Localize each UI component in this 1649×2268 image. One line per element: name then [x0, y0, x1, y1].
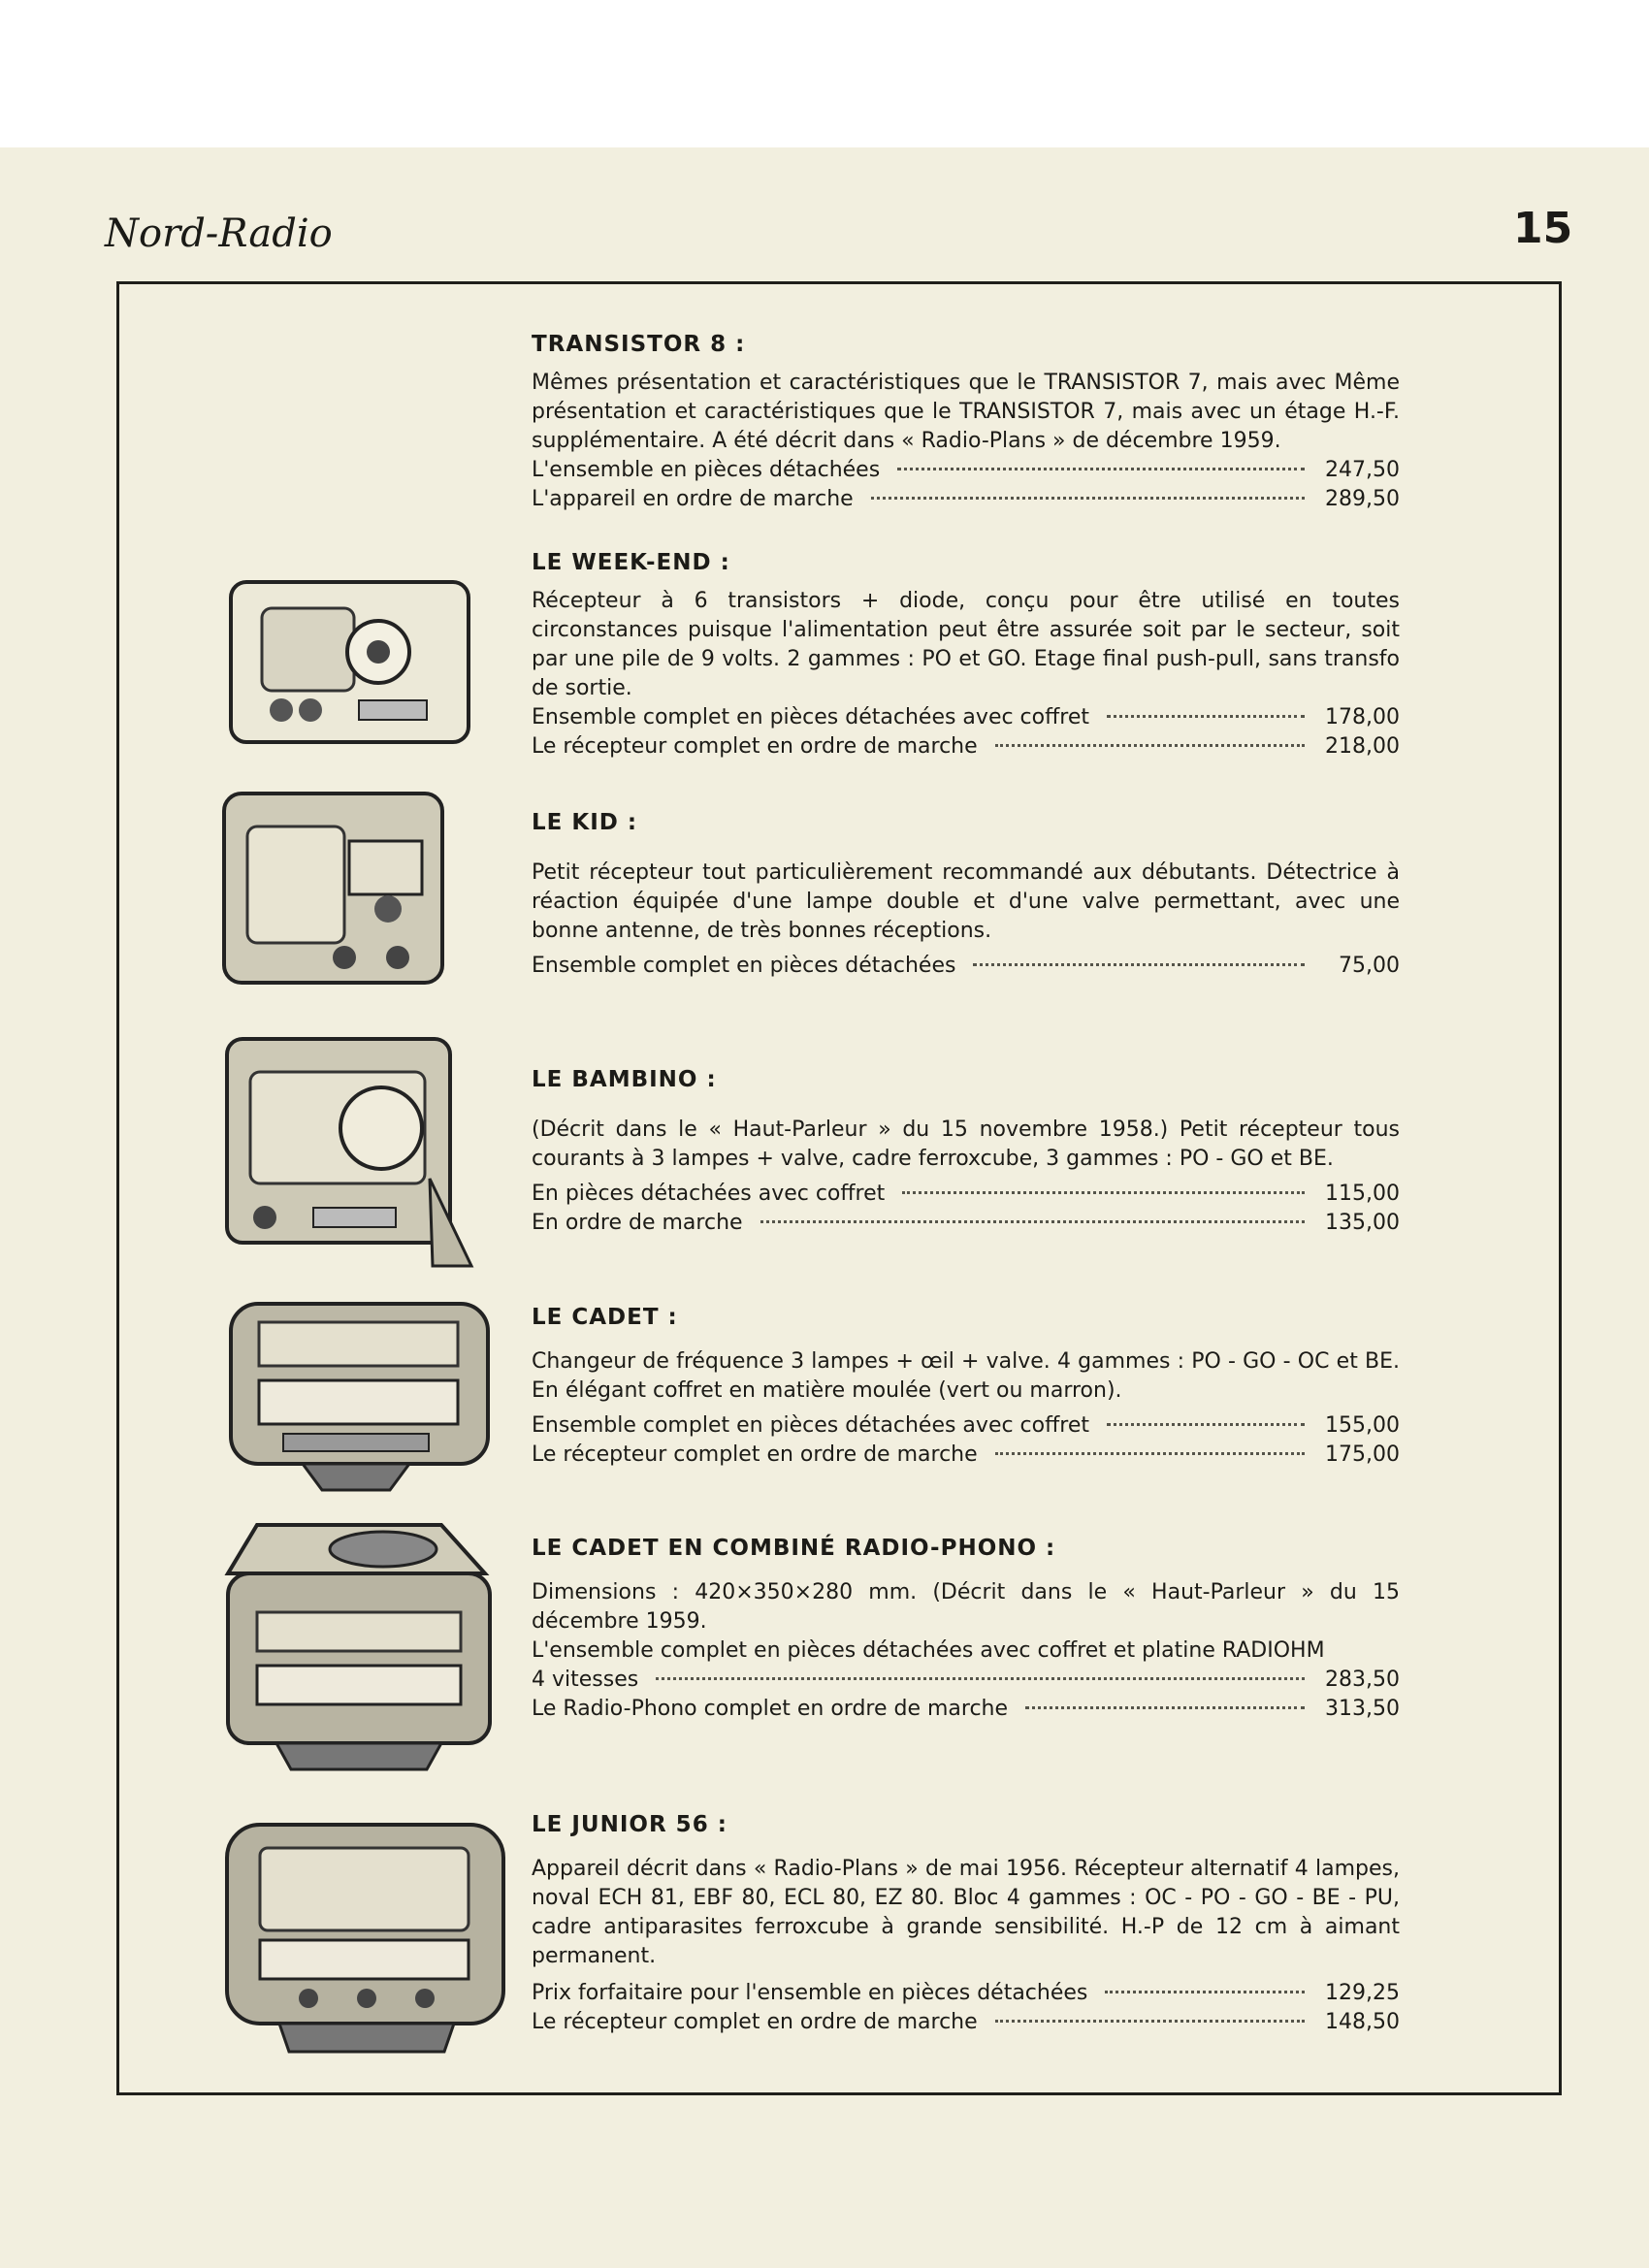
- price-row: [532, 1180, 1400, 1209]
- dot-leader: [656, 1677, 1305, 1680]
- price-label: Prix forfaitaire pour l'ensemble en pièces détachées: [532, 1981, 1088, 2005]
- price-row: [532, 952, 1400, 981]
- cadet-radio-illustration: [225, 1298, 497, 1497]
- price-label: L'ensemble en pièces détachées: [532, 458, 881, 482]
- product-title: LE CADET EN COMBINÉ RADIO-PHONO :: [532, 1536, 1056, 1561]
- dot-leader: [995, 2020, 1305, 2023]
- price-label: Ensemble complet en pièces détachées: [532, 954, 956, 978]
- price-label: Ensemble complet en pièces détachées avec coffret: [532, 1413, 1089, 1438]
- price-row: [532, 1411, 1400, 1441]
- price-value: 247,50: [1325, 458, 1400, 482]
- price-row: [532, 1979, 1400, 2008]
- product-title: LE CADET :: [532, 1305, 678, 1330]
- product-title: LE JUNIOR 56 :: [532, 1812, 728, 1837]
- price-label: Le récepteur complet en ordre de marche: [532, 2010, 978, 2034]
- product-title: LE BAMBINO :: [532, 1067, 717, 1092]
- price-value: 148,50: [1325, 2010, 1400, 2034]
- page-number: 15: [1513, 204, 1573, 253]
- price-label: 4 vitesses: [532, 1668, 639, 1692]
- radio-phono-illustration: [218, 1515, 500, 1777]
- dot-leader: [902, 1191, 1305, 1194]
- price-value: 129,25: [1325, 1981, 1400, 2005]
- product-description: (Décrit dans le « Haut-Parleur » du 15 novembre 1958.) Petit récepteur tous courants à 3 lampes + valve, cadre ferroxcube, 3 gammes : PO - GO et BE.: [532, 1118, 1400, 1171]
- product-title: LE KID :: [532, 810, 638, 835]
- dot-leader: [1107, 1423, 1305, 1426]
- price-row: [532, 1441, 1400, 1470]
- price-row: [532, 485, 1400, 514]
- price-label: En ordre de marche: [532, 1211, 743, 1235]
- brand-title: Nord-Radio: [105, 211, 333, 256]
- price-label: En pièces détachées avec coffret: [532, 1182, 886, 1206]
- product-description: Petit récepteur tout particulièrement recommandé aux débutants. Détectrice à réaction équipée d'une lampe double et d'une valve permettant, avec une bonne antenne, de très bonnes réceptions.: [532, 860, 1400, 943]
- price-label: L'appareil en ordre de marche: [532, 487, 854, 511]
- product-le-cadet: [532, 1305, 1400, 1470]
- product-description: Dimensions : 420×350×280 mm. (Décrit dans le « Haut-Parleur » du 15 décembre 1959. L'ensemble complet en pièces détachées avec coffret et platine RADIOHM: [532, 1580, 1400, 1663]
- dot-leader: [897, 468, 1305, 470]
- dot-leader: [1105, 1991, 1305, 1993]
- price-value: 218,00: [1325, 734, 1400, 759]
- product-le-kid: [532, 810, 1400, 981]
- kid-radio-illustration: [218, 788, 451, 991]
- dot-leader: [1025, 1706, 1305, 1709]
- dot-leader: [760, 1220, 1305, 1223]
- product-transistor-8: [532, 332, 1400, 514]
- price-row: [532, 1695, 1400, 1724]
- price-value: 175,00: [1325, 1442, 1400, 1467]
- price-label: Le récepteur complet en ordre de marche: [532, 734, 978, 759]
- price-label: Ensemble complet en pièces détachées avec coffret: [532, 705, 1089, 729]
- price-label: Le Radio-Phono complet en ordre de marche: [532, 1697, 1009, 1721]
- price-row: [532, 1666, 1400, 1695]
- bambino-radio-illustration: [221, 1033, 483, 1276]
- price-row: [532, 703, 1400, 732]
- dot-leader: [1107, 715, 1305, 718]
- price-value: 155,00: [1325, 1413, 1400, 1438]
- dot-leader: [871, 497, 1305, 500]
- price-value: 283,50: [1325, 1668, 1400, 1692]
- dot-leader: [973, 963, 1305, 966]
- product-bambino: [532, 1067, 1400, 1238]
- product-description: Appareil décrit dans « Radio-Plans » de mai 1956. Récepteur alternatif 4 lampes, noval ECH 81, EBF 80, ECL 80, EZ 80. Bloc 4 gammes : OC - PO - GO - BE - PU, cadre antiparasites ferroxcube à grande sensibilité. H.-P de 12 cm à aimant permanent.: [532, 1857, 1400, 1968]
- product-week-end: [532, 550, 1400, 761]
- price-row: [532, 1209, 1400, 1238]
- price-row: [532, 2008, 1400, 2037]
- dot-leader: [995, 744, 1305, 747]
- product-title: TRANSISTOR 8 :: [532, 332, 746, 357]
- product-description: Mêmes présentation et caractéristiques que le TRANSISTOR 7, mais avec Même présentation et caractéristiques que le TRANSISTOR 7, mais avec un étage H.-F. supplémentaire. A été décrit dans « Radio-Plans » de décembre 1959.: [532, 371, 1400, 453]
- price-value: 313,50: [1325, 1697, 1400, 1721]
- product-cadet-radio-phono: [532, 1536, 1400, 1724]
- junior-56-radio-illustration: [221, 1819, 512, 2061]
- price-value: 115,00: [1325, 1182, 1400, 1206]
- dot-leader: [995, 1452, 1305, 1455]
- price-label: Le récepteur complet en ordre de marche: [532, 1442, 978, 1467]
- week-end-radio-illustration: [223, 574, 480, 754]
- price-row: [532, 456, 1400, 485]
- price-value: 289,50: [1325, 487, 1400, 511]
- product-description: Changeur de fréquence 3 lampes + œil + valve. 4 gammes : PO - GO - OC et BE. En élégant coffret en matière moulée (vert ou marron).: [532, 1349, 1400, 1403]
- price-row: [532, 732, 1400, 761]
- product-description: Récepteur à 6 transistors + diode, conçu pour être utilisé en toutes circonstances puisque l'alimentation peut être assurée soit par le secteur, soit par une pile de 9 volts. 2 gammes : PO et GO. Etage final push-pull, sans transfo de sortie.: [532, 589, 1400, 700]
- price-value: 75,00: [1339, 954, 1400, 978]
- price-value: 135,00: [1325, 1211, 1400, 1235]
- price-value: 178,00: [1325, 705, 1400, 729]
- product-junior-56: [532, 1812, 1400, 2037]
- product-title: LE WEEK-END :: [532, 550, 730, 575]
